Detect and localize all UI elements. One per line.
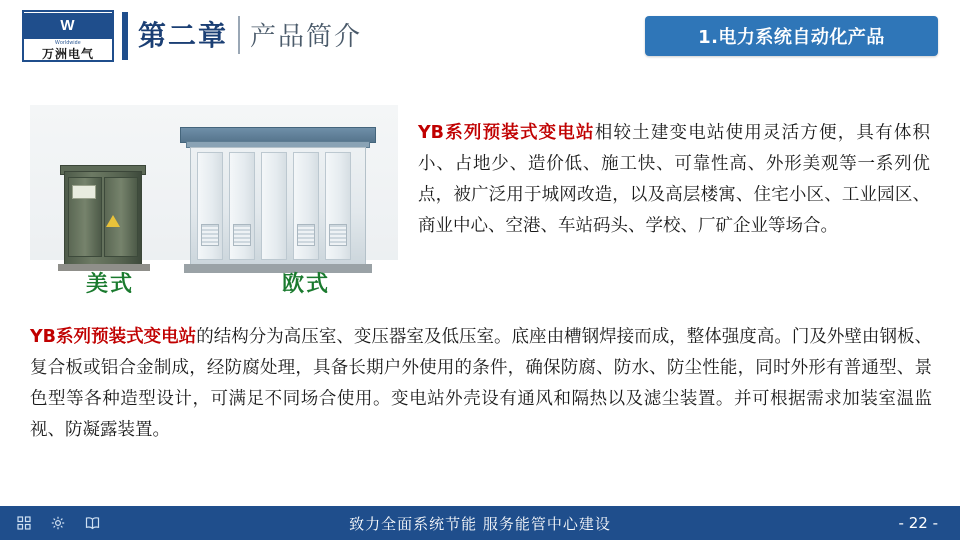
- product-photo: [30, 105, 398, 312]
- company-logo: [22, 10, 114, 62]
- american-style-substation-illustration: [56, 163, 152, 271]
- logo-company-name: 万洲电气: [41, 46, 94, 61]
- warning-triangle-icon: [106, 215, 120, 227]
- section-tab-label: 1.电力系统自动化产品: [698, 27, 885, 48]
- caption-european-style: 欧式: [282, 272, 331, 297]
- eu-unit-vent: [297, 224, 315, 246]
- footer-slogan: 致力全面系统节能 服务能管中心建设: [349, 514, 611, 533]
- eu-unit-vent: [329, 224, 347, 246]
- slide-footer: [0, 506, 960, 540]
- european-style-substation-illustration: [180, 127, 376, 273]
- eu-unit-vent: [233, 224, 251, 246]
- us-unit-nameplate: [72, 185, 96, 199]
- chapter-title: 第二章: [138, 19, 229, 52]
- logo-sub-text: Worldwide: [55, 39, 81, 46]
- eu-unit-body: [190, 147, 366, 265]
- page-number: - 22 -: [898, 514, 938, 532]
- caption-american-style: 美式: [86, 272, 135, 297]
- chapter-accent-bar: [122, 12, 128, 60]
- product-keyword: YB系列预装式变电站: [30, 327, 197, 347]
- product-description-right-text: 相较土建变电站使用灵活方便，具有体积小、占地少、造价低、施工快、可靠性高、外形美观等一系列优点，被广泛用于城网改造，以及高层楼寓、住宅小区、工业园区、商业中心、空港、车站码头、学校、厂矿企业等场合。: [418, 123, 931, 236]
- product-description-bottom: [30, 322, 932, 446]
- eu-unit-vent: [201, 224, 219, 246]
- logo-mark-icon: [24, 13, 112, 39]
- product-description-bottom-text: 的结构分为高压室、变压器室及低压室。底座由槽钢焊接而成，整体强度高。门及外壁由钢板、复合板或铝合金制成，经防腐处理，具备长期户外使用的条件，确保防腐、防水、防尘性能，同时外形有普通型、景色型等各种造型设计，可满足不同场合使用。变电站外壳设有通风和隔热以及滤尘装置。并可根据需求加装室温监视、防凝露装置。: [30, 327, 932, 440]
- section-tab[interactable]: [645, 16, 938, 56]
- eu-unit-panel: [261, 152, 287, 260]
- slide-header: [0, 0, 960, 76]
- product-keyword: YB系列预装式变电站: [418, 123, 595, 143]
- logo-mark-letter: W: [60, 17, 76, 34]
- product-description-right: [418, 118, 930, 242]
- eu-unit-base: [184, 264, 372, 273]
- title-divider: [238, 16, 240, 54]
- chapter-subtitle: 产品简介: [250, 22, 363, 52]
